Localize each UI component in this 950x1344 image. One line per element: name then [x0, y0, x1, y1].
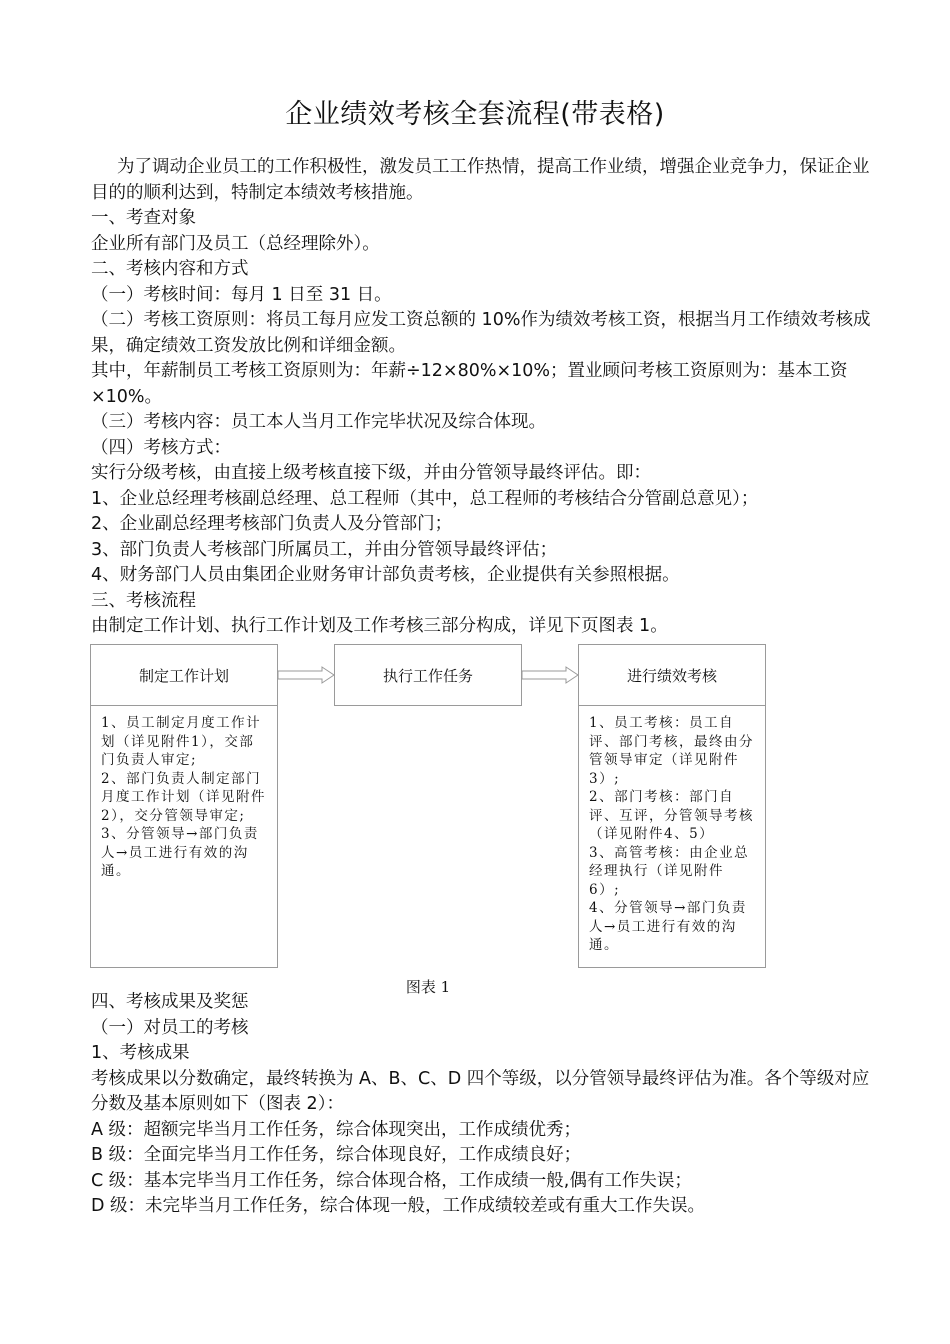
- paragraph: （三）考核内容：员工本人当月工作完毕状况及综合体现。: [91, 412, 546, 432]
- flow-step-execute: [334, 644, 522, 706]
- paragraph: 考核成果以分数确定，最终转换为 A、B、C、D 四个等级，以分管领导最终评估为准。各个等级对应分数及基本原则如下（图表 2）：: [91, 1068, 870, 1114]
- grade-item: D 级：未完毕当月工作任务，综合体现一般，工作成绩较差或有重大工作失误。: [91, 1196, 706, 1216]
- document-body-part1: [91, 155, 871, 640]
- paragraph: 其中，年薪制员工考核工资原则为：年薪÷12×80%×10%；置业顾问考核工资原则为：基本工资×10%。: [91, 361, 848, 407]
- flow-step-plan: [90, 644, 278, 706]
- heading-section-4: 四、考核成果及奖惩: [91, 992, 249, 1012]
- flow-step-evaluate-detail: 1、员工考核：员工自评、部门考核，最终由分管领导审定（详见附件3）; 2、部门考核：部门自评、互评，分管领导考核（详见附件4、5） 3、高管考核：由企业总经理执行（详见附件6）; 4、分管领导→部门负责人→员工进行有效的沟通。: [578, 705, 766, 968]
- paragraph: （二）考核工资原则：将员工每月应发工资总额的 10%作为绩效考核工资，根据当月工作绩效考核成果，确定绩效工资发放比例和详细金额。: [91, 310, 871, 356]
- paragraph: 由制定工作计划、执行工作计划及工作考核三部分构成，详见下页图表 1。: [91, 616, 668, 636]
- page-title: 企业绩效考核全套流程(带表格): [285, 99, 665, 130]
- flow-arrow-right-icon: [278, 666, 336, 684]
- paragraph: （一）对员工的考核: [91, 1017, 249, 1038]
- paragraph: 企业所有部门及员工（总经理除外）。: [91, 233, 380, 254]
- heading-section-1: 一、考查对象: [91, 208, 196, 228]
- intro-paragraph: 为了调动企业员工的工作积极性，激发员工工作热情，提高工作业绩，增强企业竞争力，保证企业目的的顺利达到，特制定本绩效考核措施。: [91, 157, 870, 203]
- document-body-part2: [91, 990, 871, 1220]
- flow-step-plan-detail: 1、员工制定月度工作计划（详见附件1），交部门负责人审定; 2、部门负责人制定部门月度工作计划（详见附件2），交分管领导审定; 3、分管领导→部门负责人→员工进行有效的沟通。: [90, 705, 278, 968]
- paragraph: （四）考核方式：: [91, 437, 231, 458]
- list-item: 3、部门负责人考核部门所属员工，并由分管领导最终评估；: [91, 539, 558, 560]
- grade-item: A 级：超额完毕当月工作任务，综合体现突出，工作成绩优秀；: [91, 1119, 582, 1140]
- list-item: 1、企业总经理考核副总经理、总工程师（其中，总工程师的考核结合分管副总意见）；: [91, 488, 759, 509]
- flow-step-evaluate-label: 进行绩效考核: [626, 666, 717, 685]
- heading-section-2: 二、考核内容和方式: [91, 259, 249, 279]
- paragraph: 1、考核成果: [91, 1043, 190, 1063]
- list-item: 4、财务部门人员由集团企业财务审计部负责考核，企业提供有关参照根据。: [91, 565, 680, 585]
- grade-item: B 级：全面完毕当月工作任务，综合体现良好，工作成绩良好；: [91, 1145, 582, 1165]
- flow-arrow-right-icon: [522, 666, 580, 684]
- flow-step-evaluate: [578, 644, 766, 706]
- figure-caption: 图表 1: [405, 978, 451, 996]
- flow-step-plan-label: 制定工作计划: [138, 666, 229, 685]
- list-item: 2、企业副总经理考核部门负责人及分管部门；: [91, 514, 453, 534]
- flow-step-execute-label: 执行工作任务: [382, 666, 473, 685]
- paragraph: 实行分级考核，由直接上级考核直接下级，并由分管领导最终评估。即：: [91, 463, 651, 483]
- grade-item: C 级：基本完毕当月工作任务，综合体现合格，工作成绩一般,偶有工作失误；: [91, 1170, 692, 1191]
- heading-section-3: 三、考核流程: [91, 590, 196, 611]
- paragraph: （一）考核时间：每月 1 日至 31 日。: [91, 284, 392, 305]
